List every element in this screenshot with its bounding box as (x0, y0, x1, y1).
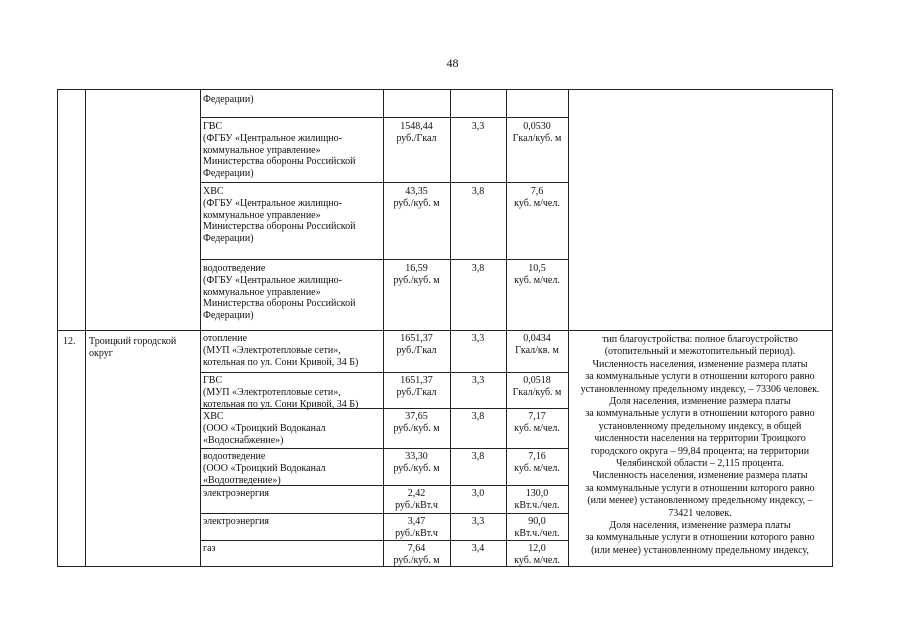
index-cell-text: 3,4 (471, 543, 485, 554)
volume-cell-text: 0,0530 (523, 121, 551, 132)
service-cell-text: электроэнергия (203, 516, 270, 527)
volume-cell-text: 7,6 (530, 186, 544, 197)
table-rule (450, 89, 451, 566)
service-cell-text: ГВС (203, 375, 223, 386)
notes-text-line: городского округа – 99,84 процента; на территории (590, 445, 810, 457)
index-cell-text: 3,3 (471, 333, 485, 344)
notes-text-line: установленному предельному индексу, в общей (598, 420, 802, 432)
table-rule (57, 89, 833, 90)
notes-text-line: за коммунальные услуги в отношении которого равно (585, 482, 815, 494)
notes-text-line: Челябинской области – 2,115 процента. (616, 458, 784, 469)
notes-text-line: (отопительный и межотопительный период). (604, 346, 796, 358)
service-cell-text: Министерства обороны Российской (203, 156, 356, 168)
volume-cell-text: кВт.ч./чел. (514, 499, 560, 511)
service-cell-text: ХВС (203, 186, 224, 197)
service-cell-text: (ФГБУ «Центральное жилищно- (203, 197, 342, 209)
service-cell-text: ХВС (203, 411, 224, 422)
service-cell-text: (ООО «Троицкий Водоканал (203, 462, 326, 474)
tariff-cell-text: руб./кВт.ч (395, 527, 438, 539)
tariff-cell-text: 1651,37 (400, 375, 433, 386)
table-rule (200, 448, 569, 449)
notes-text-line: Доля населения, изменение размера платы (609, 396, 791, 407)
volume-cell-text: 130,0 (525, 488, 549, 499)
volume-cell-text: куб. м/чел. (514, 197, 560, 209)
table-rule (200, 182, 569, 183)
municipality-name: округ (89, 347, 113, 359)
service-cell-text: ГВС (203, 121, 223, 132)
tariff-cell-text: руб./Гкал (396, 132, 437, 144)
service-cell-text: газ (203, 543, 216, 554)
volume-cell-text: 90,0 (528, 516, 546, 527)
index-cell-text: 3,8 (471, 186, 485, 197)
continuation-cell-text: Федерации) (203, 94, 254, 105)
tariff-cell-text: руб./Гкал (396, 344, 437, 356)
service-cell-text: Министерства обороны Российской (203, 221, 356, 233)
table-rule (832, 89, 833, 566)
tariff-cell-text: руб./Гкал (396, 386, 437, 398)
volume-cell-text: Гкал/кв. м (515, 344, 559, 356)
table-rule (200, 513, 569, 514)
tariff-cell-text: руб./куб. м (393, 274, 440, 286)
service-cell-text: котельная по ул. Сони Кривой, 34 Б) (203, 356, 359, 368)
tariff-cell-text: 2,42 (407, 488, 426, 499)
volume-cell-text: куб. м/чел. (514, 554, 560, 566)
service-cell-text: (МУП «Электротепловые сети», (203, 344, 341, 356)
tariff-cell-text: 1651,37 (400, 333, 433, 344)
notes-text-line: Численность населения, изменение размера платы (592, 358, 808, 370)
service-cell-text: Федерации) (203, 310, 254, 322)
tariff-cell-text: 16,59 (405, 263, 428, 274)
tariff-cell-text: руб./кВт.ч (395, 499, 438, 511)
volume-cell-text: Гкал/куб. м (512, 386, 562, 398)
notes-text-line: (или менее) установленному предельному индексу, – (587, 495, 813, 507)
index-cell-text: 3,3 (471, 121, 485, 132)
service-cell-text: коммунальное управление» (203, 286, 321, 298)
volume-cell-text: 10,5 (528, 263, 546, 274)
notes-text-line: (или менее) установленному предельному индексу, (591, 544, 809, 556)
table-rule (57, 330, 833, 331)
service-cell-text: Министерства обороны Российской (203, 298, 356, 310)
table-rule (200, 540, 569, 541)
service-cell-text: водоотведение (203, 263, 266, 274)
notes-text-line: за коммунальные услуги в отношении которого равно (585, 408, 815, 420)
tariff-cell-text: 3,47 (407, 516, 426, 527)
notes-text-line: Доля населения, изменение размера платы (609, 520, 791, 531)
tariff-cell-text: 33,30 (405, 451, 428, 462)
service-cell-text: (ФГБУ «Центральное жилищно- (203, 274, 342, 286)
tariff-cell-text: руб./куб. м (393, 554, 440, 566)
notes-text-line: 73421 человек. (668, 507, 732, 519)
service-cell-text: Федерации) (203, 168, 254, 180)
notes-text-line: численности населения на территории Троицкого (594, 433, 806, 445)
tariff-cell-text: 43,35 (405, 186, 428, 197)
volume-cell-text: кВт.ч./чел. (514, 527, 560, 539)
service-cell-text: «Водоснабжение») (203, 434, 284, 446)
volume-cell-text: 0,0518 (523, 375, 551, 386)
page-number: 48 (446, 56, 459, 70)
notes-text-line: тип благоустройства: полное благоустройство (602, 334, 798, 345)
table-rule (200, 117, 569, 118)
tariff-cell-text: руб./куб. м (393, 197, 440, 209)
tariff-cell-text: 37,65 (405, 411, 428, 422)
index-cell-text: 3,8 (471, 451, 485, 462)
index-cell-text: 3,3 (471, 375, 485, 386)
tariff-cell-text: 1548,44 (400, 121, 433, 132)
service-cell-text: коммунальное управление» (203, 209, 321, 221)
table-rule (85, 89, 86, 566)
volume-cell-text: куб. м/чел. (514, 462, 560, 474)
volume-cell-text: 7,16 (528, 451, 546, 462)
index-cell-text: 3,0 (471, 488, 485, 499)
row-number: 12. (63, 336, 76, 347)
service-cell-text: (МУП «Электротепловые сети», (203, 386, 341, 398)
service-cell-text: водоотведение (203, 451, 266, 462)
service-cell-text: (ФГБУ «Центральное жилищно- (203, 132, 342, 144)
service-cell-text: отопление (203, 333, 248, 344)
volume-cell-text: 7,17 (528, 411, 546, 422)
table-rule (57, 89, 58, 566)
service-cell-text: коммунальное управление» (203, 144, 321, 156)
tariff-cell-text: руб./куб. м (393, 422, 440, 434)
notes-text-line: Численность населения, изменение размера платы (592, 470, 808, 482)
table-rule (200, 259, 569, 260)
service-cell-text: (ООО «Троицкий Водоканал (203, 422, 326, 434)
volume-cell-text: куб. м/чел. (514, 422, 560, 434)
index-cell-text: 3,3 (471, 516, 485, 527)
notes-text-line: за коммунальные услуги в отношении которого равно (585, 532, 815, 544)
index-cell-text: 3,8 (471, 411, 485, 422)
volume-cell-text: Гкал/куб. м (512, 132, 562, 144)
service-cell-text: котельная по ул. Сони Кривой, 34 Б) (203, 398, 359, 410)
service-cell-text: Федерации) (203, 233, 254, 245)
tariff-cell-text: руб./куб. м (393, 462, 440, 474)
service-cell-text: электроэнергия (203, 488, 270, 499)
table-rule (506, 89, 507, 566)
volume-cell-text: 0,0434 (523, 333, 551, 344)
table-rule (200, 89, 201, 566)
table-rule (200, 372, 569, 373)
notes-text-line: за коммунальные услуги в отношении которого равно (585, 371, 815, 383)
volume-cell-text: куб. м/чел. (514, 274, 560, 286)
municipality-name: Троицкий городской (89, 336, 177, 347)
notes-text-line: установленному предельному индексу, – 73306 человек. (580, 383, 820, 395)
table-rule (383, 89, 384, 566)
tariff-cell-text: 7,64 (407, 543, 426, 554)
volume-cell-text: 12,0 (528, 543, 546, 554)
service-cell-text: «Водоотведение») (203, 474, 281, 486)
index-cell-text: 3,8 (471, 263, 485, 274)
